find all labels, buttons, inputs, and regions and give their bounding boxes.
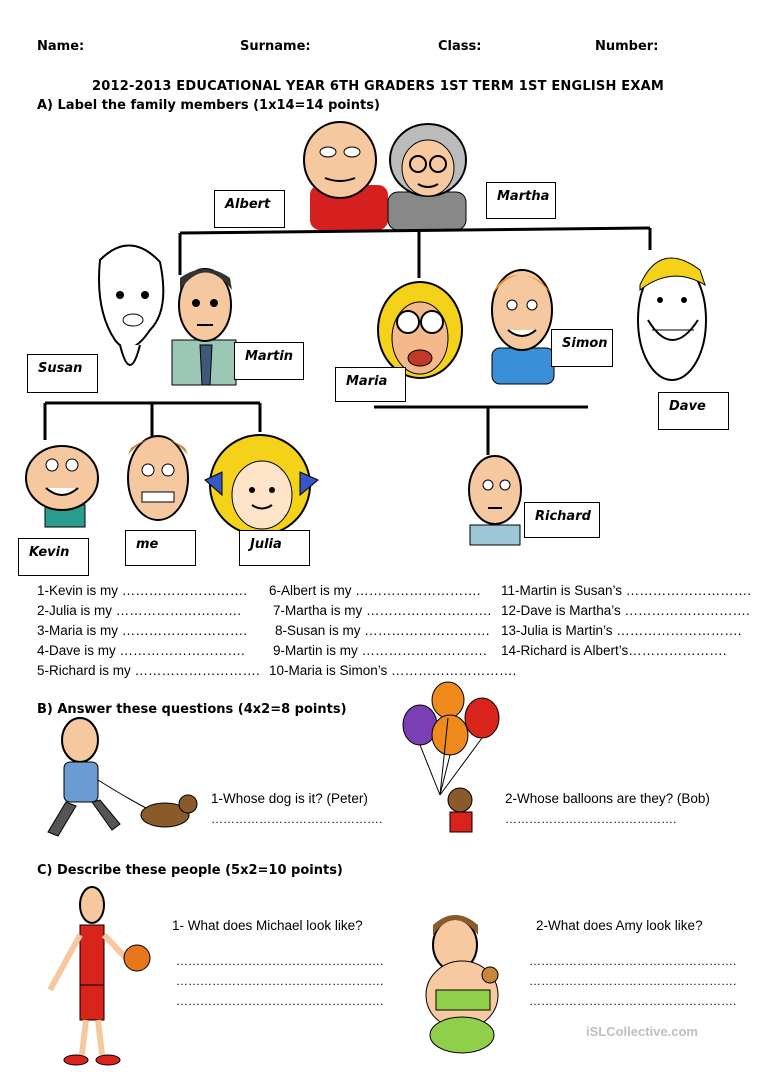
question-4: 4-Dave is my ……………………….: [37, 643, 245, 658]
label-box-martha: Martha: [486, 182, 556, 219]
question-5: 5-Richard is my ……………………….: [37, 663, 260, 678]
section-b-question-2: 2-Whose balloons are they? (Bob): [505, 791, 710, 806]
section-c-heading: C) Describe these people (5x2=10 points): [37, 863, 343, 878]
label-box-susan: Susan: [27, 354, 98, 393]
class-label: Class:: [438, 39, 482, 54]
question-10: 10-Maria is Simon’s ……………………….: [269, 663, 517, 678]
question-1: 1-Kevin is my ……………………….: [37, 583, 248, 598]
label-box-richard: Richard: [524, 502, 600, 538]
michael-illustration: [50, 887, 150, 1065]
watermark: iSLCollective.com: [586, 1024, 698, 1039]
label-box-albert: Albert: [214, 190, 285, 228]
number-label: Number:: [595, 39, 659, 54]
section-c-question-1: 1- What does Michael look like?: [172, 918, 363, 933]
question-11: 11-Martin is Susan’s ……………………….: [501, 583, 752, 598]
question-13: 13-Julia is Martin’s ……………………….: [501, 623, 742, 638]
label-box-dave: Dave: [658, 392, 729, 430]
section-b-answer-line-2: …………………………………….: [505, 812, 677, 826]
me-cartoon: [128, 436, 188, 520]
section-c-question-2: 2-What does Amy look like?: [536, 918, 703, 933]
dave-cartoon: [638, 258, 706, 380]
question-9: 9-Martin is my ……………………….: [273, 643, 487, 658]
exam-title: 2012-2013 EDUCATIONAL YEAR 6TH GRADERS 1ST TERM 1ST ENGLISH EXAM: [92, 79, 664, 94]
simon-cartoon: [492, 270, 554, 384]
balloons-illustration: [403, 682, 499, 832]
label-box-julia: Julia: [239, 530, 310, 566]
section-c-answer-line-1b: …………………………………………….: [176, 974, 384, 988]
boy-with-dog-illustration: [48, 718, 197, 836]
amy-illustration: [426, 915, 498, 1053]
richard-cartoon: [469, 456, 521, 545]
label-box-me: me: [125, 530, 196, 566]
section-c-answer-line-2b: …………………………………………….: [529, 974, 737, 988]
section-b-answer-line-1: …………………………………….: [211, 812, 383, 826]
section-c-answer-line-2a: …………………………………………….: [529, 954, 737, 968]
section-c-answer-line-1c: …………………………………………….: [176, 994, 384, 1008]
susan-cartoon: [99, 245, 163, 365]
section-b-question-1: 1-Whose dog is it? (Peter): [211, 791, 368, 806]
label-box-maria: Maria: [335, 367, 406, 402]
maria-cartoon: [378, 282, 462, 378]
surname-label: Surname:: [240, 39, 311, 54]
martin-cartoon: [172, 269, 236, 385]
question-6: 6-Albert is my ……………………….: [269, 583, 481, 598]
question-14: 14-Richard is Albert’s………………….: [501, 643, 727, 658]
label-box-simon: Simon: [551, 329, 613, 367]
label-box-martin: Martin: [234, 342, 304, 380]
question-7: 7-Martha is my ……………………….: [273, 603, 492, 618]
section-a-heading: A) Label the family members (1x14=14 points): [37, 98, 380, 113]
question-3: 3-Maria is my ……………………….: [37, 623, 248, 638]
section-c-answer-line-2c: …………………………………………….: [529, 994, 737, 1008]
julia-cartoon: [205, 435, 318, 535]
section-b-heading: B) Answer these questions (4x2=8 points): [37, 702, 347, 717]
label-box-kevin: Kevin: [18, 538, 89, 576]
question-8: 8-Susan is my ……………………….: [275, 623, 490, 638]
martha-cartoon: [388, 124, 466, 230]
name-label: Name:: [37, 39, 85, 54]
albert-cartoon: [304, 122, 388, 230]
kevin-cartoon: [26, 446, 98, 527]
section-c-answer-line-1a: …………………………………………….: [176, 954, 384, 968]
question-2: 2-Julia is my ……………………….: [37, 603, 242, 618]
question-12: 12-Dave is Martha’s ……………………….: [501, 603, 750, 618]
